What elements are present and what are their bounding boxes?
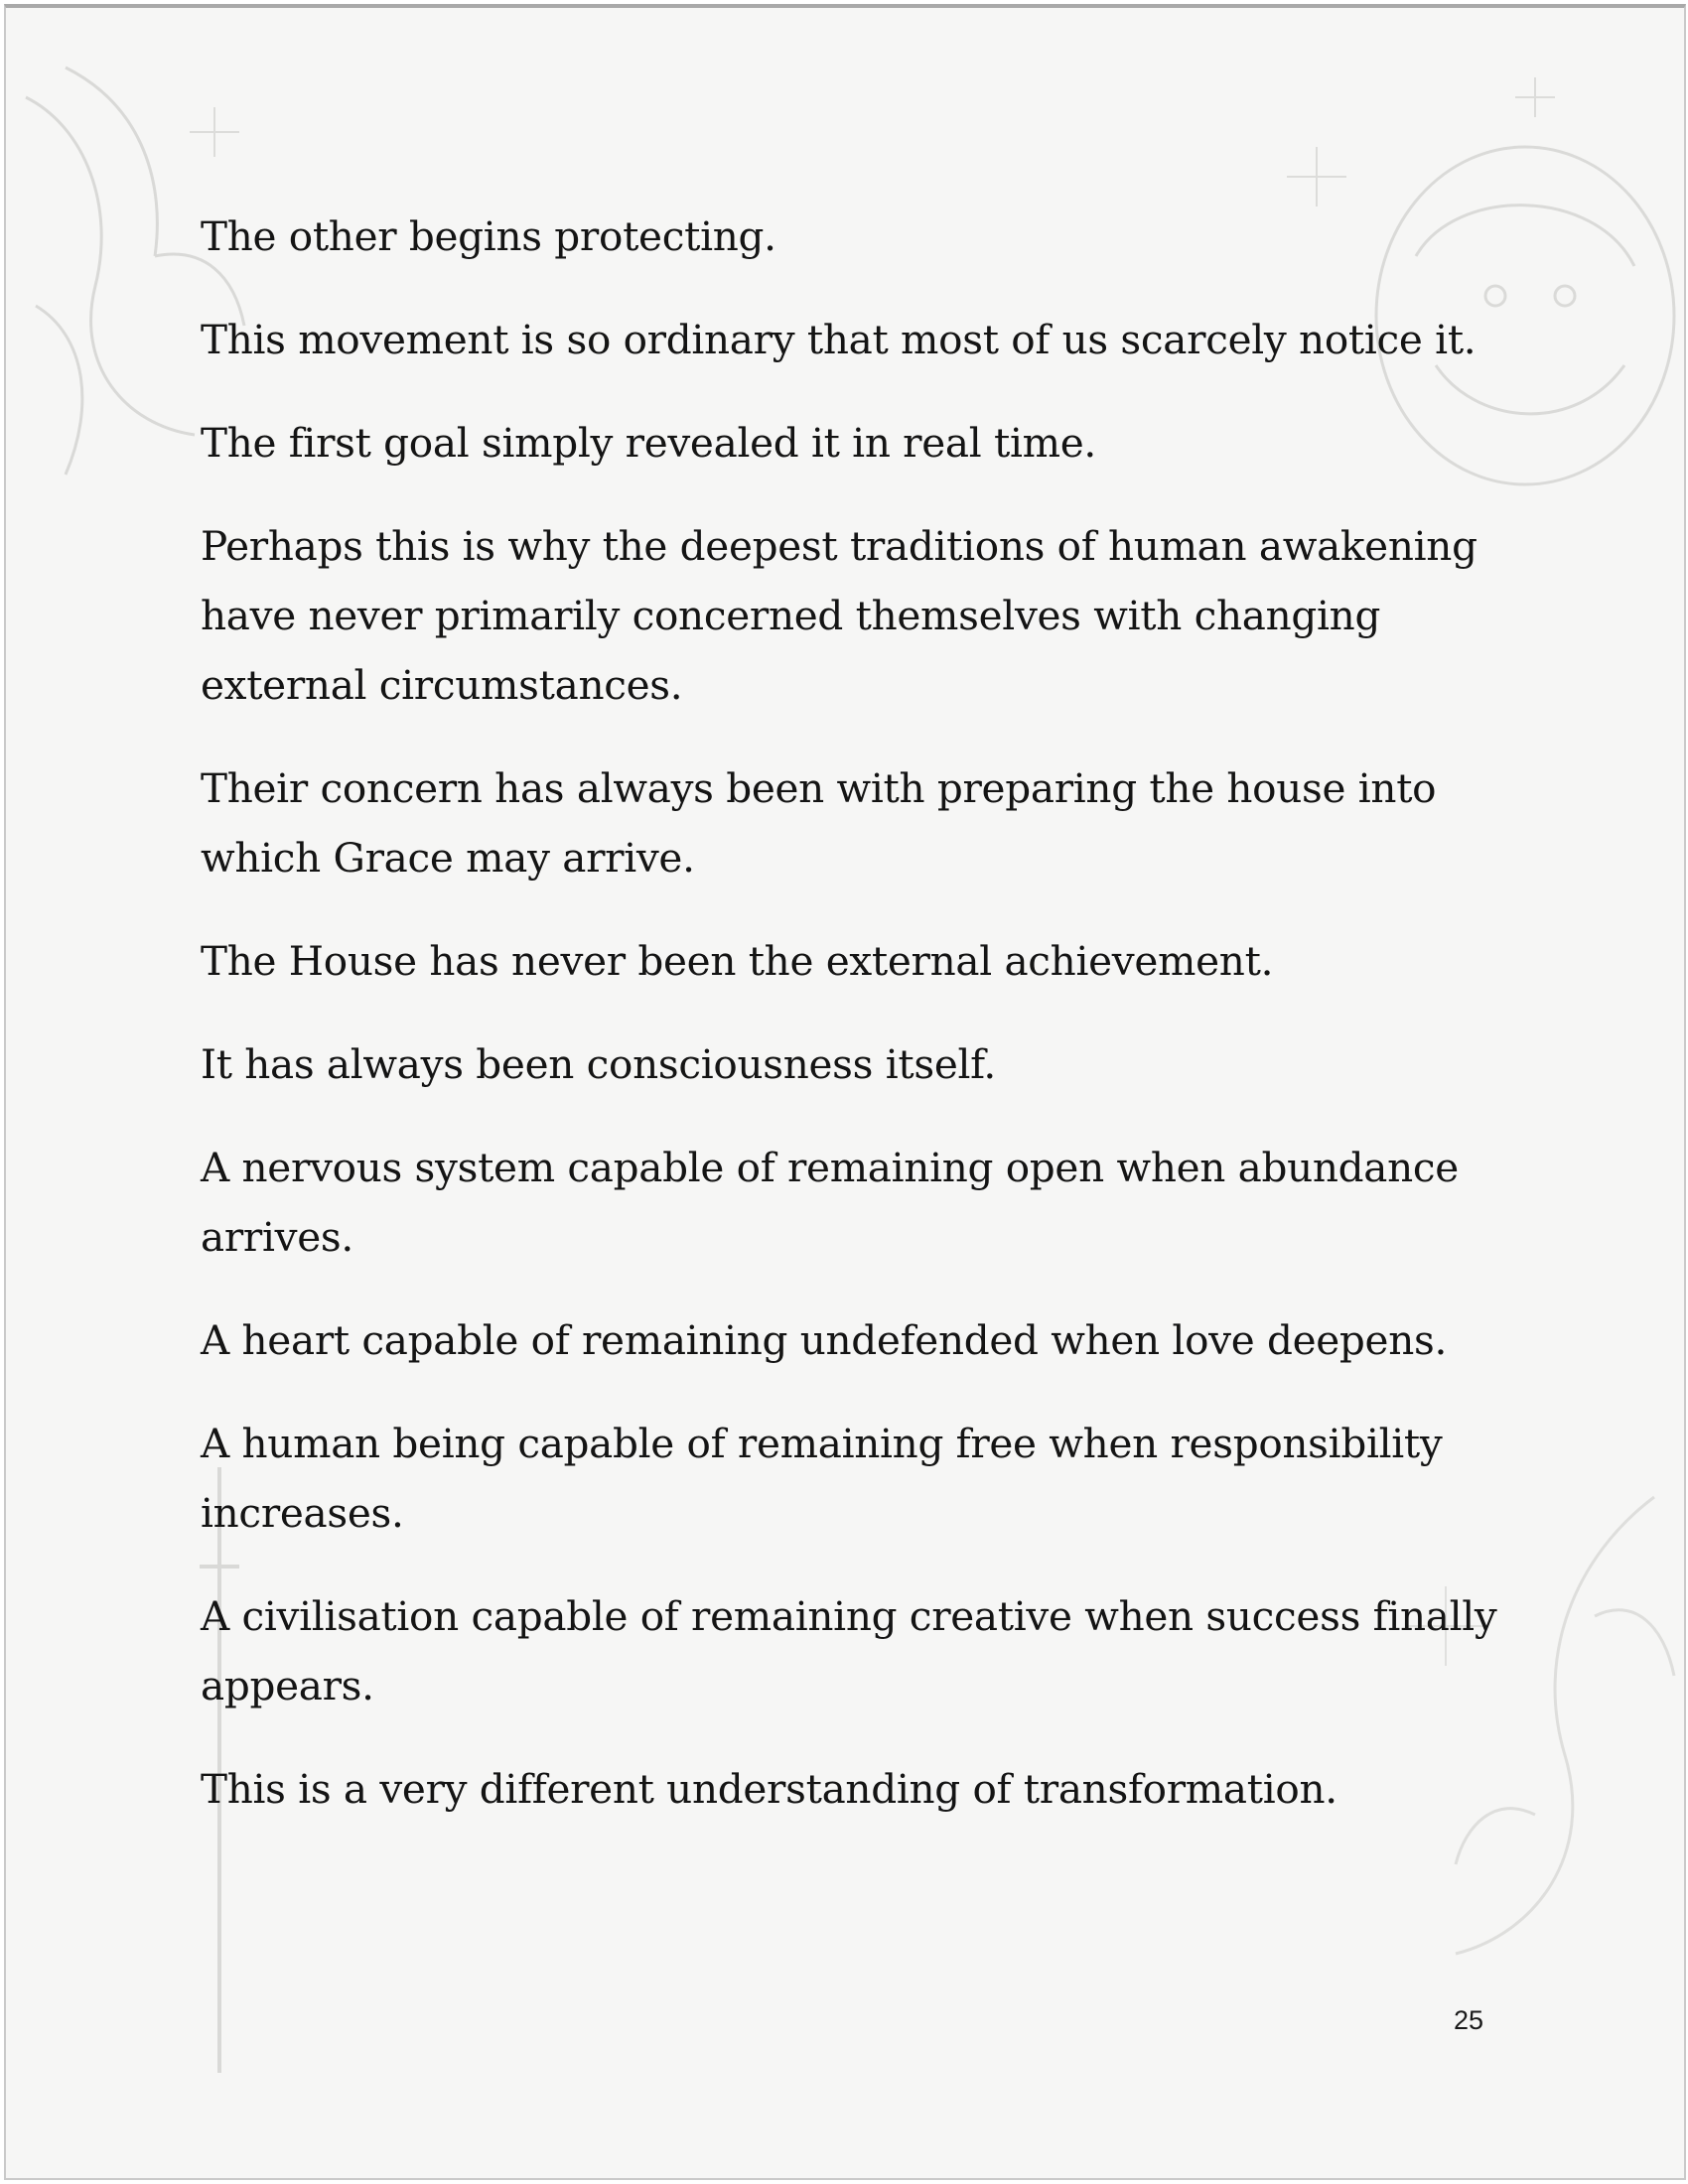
paragraph: A civilisation capable of remaining creative when success finally appears.: [201, 1592, 1497, 1709]
paragraph: The House has never been the external achievement.: [201, 937, 1274, 985]
paragraph: The other begins protecting.: [201, 212, 776, 260]
page-number: 25: [1454, 2005, 1484, 2035]
paragraph: The first goal simply revealed it in real time.: [201, 419, 1096, 467]
paragraph: Perhaps this is why the deepest traditions of human awakening have never primarily concerned themselves with changing external circumstances.: [201, 522, 1477, 709]
paragraph: A human being capable of remaining free when responsibility increases.: [201, 1420, 1443, 1537]
paragraph: This movement is so ordinary that most of us scarcely notice it.: [201, 316, 1477, 363]
paragraph: This is a very different understanding of transformation.: [201, 1765, 1337, 1813]
body-text: [201, 202, 1531, 1857]
paragraph: A heart capable of remaining undefended when love deepens.: [201, 1316, 1448, 1364]
paragraph: It has always been consciousness itself.: [201, 1040, 996, 1088]
book-page: [4, 4, 1686, 2180]
paragraph: A nervous system capable of remaining open when abundance arrives.: [201, 1144, 1459, 1261]
paragraph: Their concern has always been with preparing the house into which Grace may arrive.: [201, 764, 1437, 882]
